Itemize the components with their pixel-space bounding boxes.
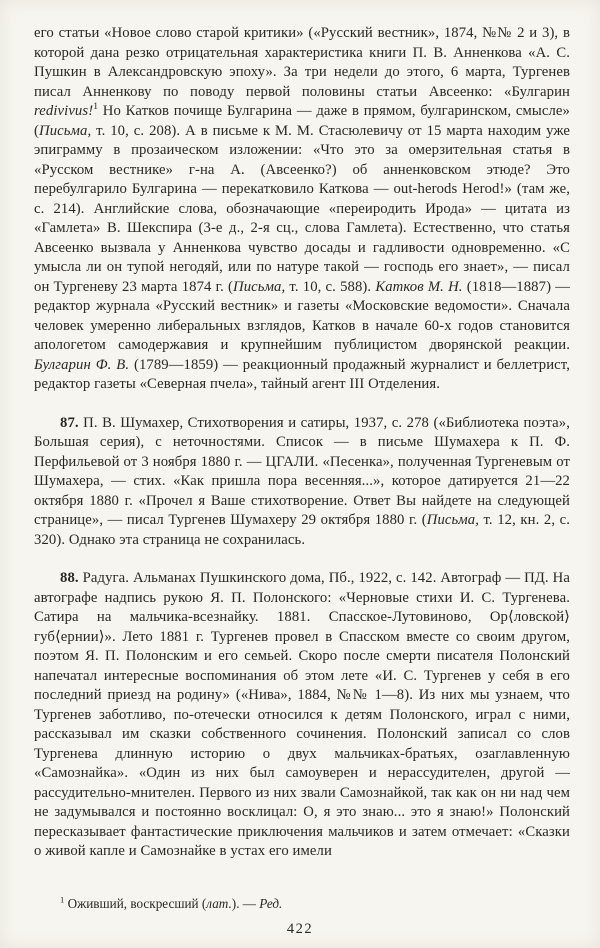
text-run: (1818—1887) — редактор журнала «Русский вестник» и газеты «Московские ведомости». Сначала человек умеренно либеральных взглядов, Катков в начале 60-х годов становится апологетом самодержавия и крупнейшим публицистом дворянской реакции. [34, 278, 570, 353]
text-run: Радуга. Альманах Пушкинского дома, Пб., 1922, с. 142. Автограф — ПД. На автографе надпись рукою Я. П. Полонского: «Черновые стихи И. С. Тургенева. Сатира на мальчика-всезнайку. 1881. Спасское-Лутовиново, Ор⟨ловской⟩ губ⟨ернии⟩». Лето 1881 г. Тургенев провел в Спасском вместе со своим другом, поэтом Я. П. Полонским и его семьей. Скоро после смерти писателя Полонский напечатал интересные воспоминания об этом лете «И. С. Тургенев у себя в его последний приезд на родину» («Нива», 1884, №№ 1—8). Из них мы узнаем, что Тургенев заботливо, по-отечески относился к детям Полонского, играл с ними, рассказывал им сказки собственного сочинения. Полонский записал со слов Тургенева длинную историю о двух мальчиках-братьях, озаглавленную «Самознайка». «Один из них был самоуверен и нерассудителен, другой — рассудительно-мнителен. Первого из них звали Самознайкой, так как он ни над чем не задумывался и постоянно восклицал: О, я это знаю... это я знаю!» Полонский пересказывает фантастические приключения мальчиков и затем отмечает: «Сказки о живой капле и Самознайке в устах его имели [34, 570, 570, 859]
text-run: Письма, [233, 278, 286, 295]
text-run: т. 10, с. 208). А в письме к М. М. Стасюлевичу от 15 марта находим уже эпиграмму в прозаическом изложении: «Что это за омерзительная статья в «Русском вестнике» г-на А. (Авсеенко?) об анненковском этюде? Это перебулгарило Булгарина — перекатковило Каткова — out-herods Herod!» (там же, с. 214). Английские слова, обозначающие «переиродить Ирода» — цитата из «Гамлета» В. Шекспира (3-е д., 2-я сц., слова Гамлета). Естественно, что статья Авсеенко вызвала у Анненкова чувство досады и гадливости одновременно. «С умысла ли он тупой негодяй, или по натуре такой — господь его знает», — писал он Тургеневу 23 марта 1874 г. ( [34, 122, 570, 295]
text-run: 87. [60, 414, 79, 431]
text-run: Но Катков почище Булгарина — даже в прямом, булгаринском, смысле» ( [34, 103, 570, 139]
text-run: Письма, [426, 512, 479, 528]
text-run: (1789—1859) — реакционный продажный журналист и беллетрист, редактор газеты «Северная пчела», тайный агент III Отделения. [34, 356, 570, 392]
text-run: Ред. [259, 896, 283, 911]
para-note-88 [34, 569, 570, 862]
text-run: лат. [206, 896, 232, 911]
text-run: redivivus! [34, 103, 94, 119]
text-run: т. 12, кн. 2, с. 320). Однако эта страница не сохранилась. [34, 512, 570, 548]
text-run: его статьи «Новое слово старой критики» («Русский вестник», 1874, №№ 2 и 3), в которой дана резко отрицательная характеристика книги П. В. Анненкова «А. С. Пушкин в Александровскую эпоху». За три недели до этого, 6 марта, Тургенев писал Анненкову по поводу первой половины статьи Авсеенко: «Булгарин [34, 25, 570, 100]
footnote [34, 895, 570, 912]
text-run: 88. [60, 570, 79, 586]
para-note-87 [34, 414, 570, 551]
text-run: 1 [60, 894, 65, 905]
footnote-text [34, 895, 570, 912]
text-run: Катков М. Н. [375, 278, 463, 295]
text-run: ). — [231, 896, 260, 911]
page-number: 422 [286, 921, 314, 937]
para-continuation [34, 24, 570, 395]
text-run: 1 [93, 101, 99, 113]
text-run: т. 10, с. 588). [285, 278, 376, 295]
text-run: П. В. Шумахер, Стихотворения и сатиры, 1937, с. 278 («Библиотека поэта», Большая серия), с неточностями. Список — в письме Шумахера к П. Ф. Перфильевой от 3 ноября 1880 г. — ЦГАЛИ. «Песенка», полученная Тургеневым от Шумахера, — стих. «Как пришла пора весенняя...», которое датируется 21—22 октября 1880 г. «Прочел я Ваше стихотворение. Ответ Вы найдете на следующей странице», — писал Тургенев Шумахеру 29 октября 1880 г. ( [34, 414, 570, 528]
text-block [34, 24, 570, 862]
text-run: Письма, [39, 122, 92, 139]
text-run: Булгарин Ф. В. [34, 356, 130, 373]
text-run: Оживший, воскресший ( [64, 896, 207, 911]
